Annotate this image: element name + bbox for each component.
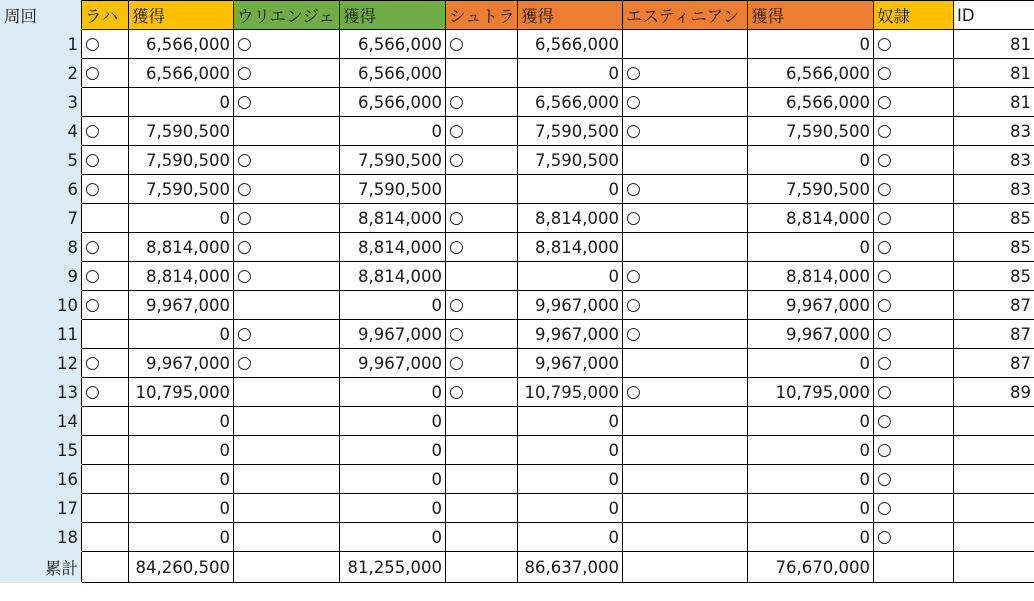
table-row: [1, 59, 1034, 88]
row-number-cell[interactable]: 10: [1, 291, 82, 320]
circle-mark-icon: ○: [85, 237, 100, 257]
urianger-mark-cell[interactable]: [234, 146, 340, 175]
estinien-mark-cell[interactable]: [623, 494, 748, 523]
id-cell[interactable]: 87: [954, 320, 1034, 349]
shtola-gain-cell[interactable]: 0: [518, 523, 623, 552]
row-number-cell[interactable]: 15: [1, 436, 82, 465]
shtola-gain-cell[interactable]: 8,814,000: [518, 204, 623, 233]
id-cell[interactable]: 85: [954, 262, 1034, 291]
estinien-mark-cell[interactable]: [623, 407, 748, 436]
circle-mark-icon: ○: [237, 179, 252, 199]
raha-mark-cell[interactable]: [82, 407, 129, 436]
circle-mark-icon: ○: [626, 63, 641, 83]
estinien-gain-cell[interactable]: 6,566,000: [748, 59, 874, 88]
urianger-gain-cell[interactable]: 9,967,000: [340, 320, 446, 349]
urianger-gain-cell[interactable]: 0: [340, 465, 446, 494]
urianger-gain-cell[interactable]: 0: [340, 436, 446, 465]
raha-mark-cell[interactable]: [82, 117, 129, 146]
row-number-cell[interactable]: 6: [1, 175, 82, 204]
circle-mark-icon: ○: [877, 295, 892, 315]
urianger-mark-cell[interactable]: [234, 523, 340, 552]
row-number-cell[interactable]: 3: [1, 88, 82, 117]
circle-mark-icon: ○: [85, 34, 100, 54]
slave-mark-cell[interactable]: [874, 320, 954, 349]
id-cell[interactable]: 83: [954, 175, 1034, 204]
header-cell-urianger[interactable]: ウリエンジェ: [234, 1, 340, 30]
header-cell-urianger-gain[interactable]: 獲得: [340, 1, 446, 30]
total-empty-cell[interactable]: [446, 552, 518, 583]
circle-mark-icon: ○: [237, 150, 252, 170]
estinien-mark-cell[interactable]: [623, 291, 748, 320]
slave-mark-cell[interactable]: [874, 262, 954, 291]
circle-mark-icon: ○: [237, 34, 252, 54]
shtola-mark-cell[interactable]: [446, 291, 518, 320]
raha-mark-cell[interactable]: [82, 262, 129, 291]
urianger-mark-cell[interactable]: [234, 30, 340, 59]
circle-mark-icon: ○: [877, 150, 892, 170]
raha-gain-cell[interactable]: 7,590,500: [129, 117, 234, 146]
circle-mark-icon: ○: [449, 237, 464, 257]
table-row: [1, 233, 1034, 262]
circle-mark-icon: ○: [237, 92, 252, 112]
urianger-mark-cell[interactable]: [234, 349, 340, 378]
id-cell[interactable]: 87: [954, 349, 1034, 378]
shtola-mark-cell[interactable]: [446, 117, 518, 146]
circle-mark-icon: ○: [85, 179, 100, 199]
circle-mark-icon: ○: [877, 498, 892, 518]
estinien-mark-cell[interactable]: [623, 175, 748, 204]
urianger-gain-cell[interactable]: 9,967,000: [340, 349, 446, 378]
urianger-gain-cell[interactable]: 7,590,500: [340, 175, 446, 204]
circle-mark-icon: ○: [877, 324, 892, 344]
slave-mark-cell[interactable]: [874, 291, 954, 320]
circle-mark-icon: ○: [85, 382, 100, 402]
circle-mark-icon: ○: [877, 440, 892, 460]
slave-mark-cell[interactable]: [874, 378, 954, 407]
shtola-mark-cell[interactable]: [446, 88, 518, 117]
total-empty-cell[interactable]: [234, 552, 340, 583]
estinien-mark-cell[interactable]: [623, 262, 748, 291]
circle-mark-icon: ○: [85, 295, 100, 315]
row-number-cell[interactable]: 14: [1, 407, 82, 436]
circle-mark-icon: ○: [877, 527, 892, 547]
urianger-gain-cell[interactable]: 0: [340, 117, 446, 146]
row-number-cell[interactable]: 12: [1, 349, 82, 378]
header-cell-raha[interactable]: ラハ: [82, 1, 129, 30]
circle-mark-icon: ○: [877, 34, 892, 54]
slave-mark-cell[interactable]: [874, 494, 954, 523]
estinien-mark-cell[interactable]: [623, 523, 748, 552]
id-cell[interactable]: 83: [954, 146, 1034, 175]
urianger-gain-cell[interactable]: 8,814,000: [340, 262, 446, 291]
circle-mark-icon: ○: [626, 324, 641, 344]
circle-mark-icon: ○: [237, 324, 252, 344]
table-row: [1, 262, 1034, 291]
raha-mark-cell[interactable]: [82, 291, 129, 320]
raha-mark-cell[interactable]: [82, 523, 129, 552]
raha-gain-cell[interactable]: 7,590,500: [129, 146, 234, 175]
estinien-gain-cell[interactable]: 0: [748, 349, 874, 378]
total-estinien-cell[interactable]: 76,670,000: [748, 552, 874, 583]
total-shtola-cell[interactable]: 86,637,000: [518, 552, 623, 583]
raha-gain-cell[interactable]: 8,814,000: [129, 233, 234, 262]
urianger-mark-cell[interactable]: [234, 320, 340, 349]
table-row: [1, 30, 1034, 59]
row-number-cell[interactable]: 8: [1, 233, 82, 262]
urianger-gain-cell[interactable]: 6,566,000: [340, 59, 446, 88]
estinien-gain-cell[interactable]: 7,590,500: [748, 117, 874, 146]
id-cell[interactable]: 85: [954, 233, 1034, 262]
urianger-mark-cell[interactable]: [234, 233, 340, 262]
estinien-gain-cell[interactable]: 10,795,000: [748, 378, 874, 407]
row-number-cell[interactable]: 9: [1, 262, 82, 291]
shtola-mark-cell[interactable]: [446, 523, 518, 552]
circle-mark-icon: ○: [877, 411, 892, 431]
circle-mark-icon: ○: [449, 295, 464, 315]
urianger-mark-cell[interactable]: [234, 436, 340, 465]
slave-mark-cell[interactable]: [874, 523, 954, 552]
estinien-gain-cell[interactable]: 0: [748, 146, 874, 175]
total-empty-cell[interactable]: [874, 552, 954, 583]
circle-mark-icon: ○: [449, 150, 464, 170]
estinien-mark-cell[interactable]: [623, 465, 748, 494]
table-row: [1, 436, 1034, 465]
row-number-cell[interactable]: 1: [1, 30, 82, 59]
raha-gain-cell[interactable]: 6,566,000: [129, 30, 234, 59]
estinien-mark-cell[interactable]: [623, 59, 748, 88]
id-cell[interactable]: 81: [954, 88, 1034, 117]
id-cell[interactable]: [954, 465, 1034, 494]
circle-mark-icon: ○: [449, 382, 464, 402]
raha-mark-cell[interactable]: [82, 59, 129, 88]
circle-mark-icon: ○: [877, 63, 892, 83]
shtola-mark-cell[interactable]: [446, 378, 518, 407]
raha-gain-cell[interactable]: 0: [129, 407, 234, 436]
row-number-cell[interactable]: 18: [1, 523, 82, 552]
estinien-mark-cell[interactable]: [623, 233, 748, 262]
shtola-gain-cell[interactable]: 6,566,000: [518, 88, 623, 117]
shtola-mark-cell[interactable]: [446, 320, 518, 349]
circle-mark-icon: ○: [449, 92, 464, 112]
circle-mark-icon: ○: [626, 266, 641, 286]
estinien-gain-cell[interactable]: 0: [748, 30, 874, 59]
circle-mark-icon: ○: [877, 92, 892, 112]
shtola-gain-cell[interactable]: 0: [518, 436, 623, 465]
estinien-gain-cell[interactable]: 9,967,000: [748, 291, 874, 320]
shtola-gain-cell[interactable]: 9,967,000: [518, 320, 623, 349]
urianger-mark-cell[interactable]: [234, 175, 340, 204]
circle-mark-icon: ○: [85, 63, 100, 83]
raha-mark-cell[interactable]: [82, 204, 129, 233]
shtola-mark-cell[interactable]: [446, 436, 518, 465]
raha-gain-cell[interactable]: 9,967,000: [129, 291, 234, 320]
circle-mark-icon: ○: [626, 121, 641, 141]
total-raha-cell[interactable]: 84,260,500: [129, 552, 234, 583]
header-cell-slave[interactable]: 奴隷: [874, 1, 954, 30]
slave-mark-cell[interactable]: [874, 117, 954, 146]
circle-mark-icon: ○: [626, 179, 641, 199]
raha-gain-cell[interactable]: 7,590,500: [129, 175, 234, 204]
urianger-mark-cell[interactable]: [234, 378, 340, 407]
circle-mark-icon: ○: [877, 179, 892, 199]
shtola-gain-cell[interactable]: 7,590,500: [518, 117, 623, 146]
urianger-gain-cell[interactable]: 7,590,500: [340, 146, 446, 175]
raha-mark-cell[interactable]: [82, 378, 129, 407]
raha-mark-cell[interactable]: [82, 494, 129, 523]
raha-mark-cell[interactable]: [82, 175, 129, 204]
urianger-gain-cell[interactable]: 6,566,000: [340, 88, 446, 117]
estinien-gain-cell[interactable]: 0: [748, 436, 874, 465]
header-cell-id[interactable]: ID: [954, 1, 1034, 30]
header-cell-estinien-gain[interactable]: 獲得: [748, 1, 874, 30]
shtola-gain-cell[interactable]: 8,814,000: [518, 233, 623, 262]
circle-mark-icon: ○: [85, 121, 100, 141]
estinien-mark-cell[interactable]: [623, 88, 748, 117]
shtola-gain-cell[interactable]: 0: [518, 407, 623, 436]
id-cell[interactable]: [954, 494, 1034, 523]
urianger-gain-cell[interactable]: 0: [340, 494, 446, 523]
circle-mark-icon: ○: [449, 121, 464, 141]
urianger-mark-cell[interactable]: [234, 465, 340, 494]
shtola-gain-cell[interactable]: 9,967,000: [518, 291, 623, 320]
circle-mark-icon: ○: [449, 208, 464, 228]
urianger-gain-cell[interactable]: 6,566,000: [340, 30, 446, 59]
raha-mark-cell[interactable]: [82, 465, 129, 494]
shtola-mark-cell[interactable]: [446, 204, 518, 233]
circle-mark-icon: ○: [877, 382, 892, 402]
urianger-gain-cell[interactable]: 0: [340, 291, 446, 320]
circle-mark-icon: ○: [85, 266, 100, 286]
raha-mark-cell[interactable]: [82, 436, 129, 465]
row-number-cell[interactable]: 2: [1, 59, 82, 88]
header-cell-raha-gain[interactable]: 獲得: [129, 1, 234, 30]
id-cell[interactable]: [954, 523, 1034, 552]
estinien-mark-cell[interactable]: [623, 204, 748, 233]
table-row: [1, 146, 1034, 175]
slave-mark-cell[interactable]: [874, 233, 954, 262]
slave-mark-cell[interactable]: [874, 146, 954, 175]
shtola-mark-cell[interactable]: [446, 175, 518, 204]
circle-mark-icon: ○: [237, 266, 252, 286]
shtola-gain-cell[interactable]: 6,566,000: [518, 30, 623, 59]
shtola-mark-cell[interactable]: [446, 407, 518, 436]
circle-mark-icon: ○: [449, 34, 464, 54]
shtola-gain-cell[interactable]: 0: [518, 494, 623, 523]
slave-mark-cell[interactable]: [874, 175, 954, 204]
estinien-gain-cell[interactable]: 0: [748, 494, 874, 523]
urianger-mark-cell[interactable]: [234, 291, 340, 320]
shtola-mark-cell[interactable]: [446, 146, 518, 175]
circle-mark-icon: ○: [85, 150, 100, 170]
circle-mark-icon: ○: [877, 469, 892, 489]
header-cell-shtola[interactable]: シュトラ: [446, 1, 518, 30]
raha-gain-cell[interactable]: 0: [129, 494, 234, 523]
raha-gain-cell[interactable]: 0: [129, 523, 234, 552]
slave-mark-cell[interactable]: [874, 30, 954, 59]
urianger-gain-cell[interactable]: 8,814,000: [340, 233, 446, 262]
shtola-mark-cell[interactable]: [446, 233, 518, 262]
id-cell[interactable]: 87: [954, 291, 1034, 320]
circle-mark-icon: ○: [626, 92, 641, 112]
shtola-gain-cell[interactable]: 0: [518, 465, 623, 494]
row-number-cell[interactable]: 4: [1, 117, 82, 146]
slave-mark-cell[interactable]: [874, 436, 954, 465]
urianger-gain-cell[interactable]: 0: [340, 523, 446, 552]
circle-mark-icon: ○: [877, 266, 892, 286]
raha-gain-cell[interactable]: 0: [129, 320, 234, 349]
circle-mark-icon: ○: [237, 63, 252, 83]
urianger-mark-cell[interactable]: [234, 204, 340, 233]
raha-gain-cell[interactable]: 6,566,000: [129, 59, 234, 88]
shtola-mark-cell[interactable]: [446, 262, 518, 291]
shtola-mark-cell[interactable]: [446, 494, 518, 523]
id-cell[interactable]: [954, 436, 1034, 465]
estinien-gain-cell[interactable]: 9,967,000: [748, 320, 874, 349]
table-row: [1, 407, 1034, 436]
id-cell[interactable]: 81: [954, 59, 1034, 88]
estinien-gain-cell[interactable]: 6,566,000: [748, 88, 874, 117]
estinien-mark-cell[interactable]: [623, 378, 748, 407]
table-body: [1, 30, 1034, 552]
row-number-cell[interactable]: 5: [1, 146, 82, 175]
estinien-mark-cell[interactable]: [623, 349, 748, 378]
raha-gain-cell[interactable]: 9,967,000: [129, 349, 234, 378]
table-row: [1, 465, 1034, 494]
slave-mark-cell[interactable]: [874, 59, 954, 88]
urianger-mark-cell[interactable]: [234, 59, 340, 88]
row-number-cell[interactable]: 13: [1, 378, 82, 407]
id-cell[interactable]: [954, 407, 1034, 436]
circle-mark-icon: ○: [877, 208, 892, 228]
shtola-mark-cell[interactable]: [446, 30, 518, 59]
estinien-mark-cell[interactable]: [623, 30, 748, 59]
total-row: [1, 552, 1034, 583]
estinien-gain-cell[interactable]: 0: [748, 233, 874, 262]
estinien-gain-cell[interactable]: 0: [748, 407, 874, 436]
raha-mark-cell[interactable]: [82, 320, 129, 349]
table-row: [1, 320, 1034, 349]
table-row: [1, 494, 1034, 523]
urianger-gain-cell[interactable]: 8,814,000: [340, 204, 446, 233]
table-row: [1, 523, 1034, 552]
shtola-gain-cell[interactable]: 0: [518, 262, 623, 291]
urianger-gain-cell[interactable]: 0: [340, 378, 446, 407]
estinien-mark-cell[interactable]: [623, 320, 748, 349]
slave-mark-cell[interactable]: [874, 204, 954, 233]
circle-mark-icon: ○: [449, 353, 464, 373]
row-number-cell[interactable]: 16: [1, 465, 82, 494]
estinien-mark-cell[interactable]: [623, 117, 748, 146]
urianger-mark-cell[interactable]: [234, 494, 340, 523]
circle-mark-icon: ○: [626, 295, 641, 315]
urianger-gain-cell[interactable]: 0: [340, 407, 446, 436]
total-empty-cell[interactable]: [623, 552, 748, 583]
circle-mark-icon: ○: [626, 382, 641, 402]
header-cell-estinien[interactable]: エスティニアン: [623, 1, 748, 30]
table-row: [1, 349, 1034, 378]
total-urianger-cell[interactable]: 81,255,000: [340, 552, 446, 583]
row-number-cell[interactable]: 7: [1, 204, 82, 233]
circle-mark-icon: ○: [449, 324, 464, 344]
shtola-mark-cell[interactable]: [446, 59, 518, 88]
id-cell[interactable]: 81: [954, 30, 1034, 59]
header-row: [1, 1, 1034, 30]
table-row: [1, 204, 1034, 233]
raha-mark-cell[interactable]: [82, 30, 129, 59]
estinien-gain-cell[interactable]: 8,814,000: [748, 262, 874, 291]
table-row: [1, 175, 1034, 204]
urianger-mark-cell[interactable]: [234, 88, 340, 117]
raha-gain-cell[interactable]: 0: [129, 465, 234, 494]
raha-gain-cell[interactable]: 0: [129, 436, 234, 465]
slave-mark-cell[interactable]: [874, 407, 954, 436]
total-empty-cell[interactable]: [954, 552, 1034, 583]
total-empty-cell[interactable]: [82, 552, 129, 583]
estinien-mark-cell[interactable]: [623, 146, 748, 175]
raha-mark-cell[interactable]: [82, 349, 129, 378]
header-cell-shtola-gain[interactable]: 獲得: [518, 1, 623, 30]
circle-mark-icon: ○: [877, 353, 892, 373]
shtola-gain-cell[interactable]: 7,590,500: [518, 146, 623, 175]
table-row: [1, 117, 1034, 146]
circle-mark-icon: ○: [85, 353, 100, 373]
circle-mark-icon: ○: [237, 237, 252, 257]
urianger-mark-cell[interactable]: [234, 117, 340, 146]
urianger-mark-cell[interactable]: [234, 262, 340, 291]
raha-gain-cell[interactable]: 8,814,000: [129, 262, 234, 291]
estinien-gain-cell[interactable]: 0: [748, 465, 874, 494]
circle-mark-icon: ○: [237, 208, 252, 228]
raha-gain-cell[interactable]: 10,795,000: [129, 378, 234, 407]
row-number-cell[interactable]: 17: [1, 494, 82, 523]
shtola-gain-cell[interactable]: 0: [518, 175, 623, 204]
slave-mark-cell[interactable]: [874, 88, 954, 117]
raha-mark-cell[interactable]: [82, 233, 129, 262]
id-cell[interactable]: 89: [954, 378, 1034, 407]
estinien-gain-cell[interactable]: 8,814,000: [748, 204, 874, 233]
circle-mark-icon: ○: [237, 353, 252, 373]
id-cell[interactable]: 85: [954, 204, 1034, 233]
circle-mark-icon: ○: [626, 208, 641, 228]
raha-gain-cell[interactable]: 0: [129, 88, 234, 117]
shtola-gain-cell[interactable]: 0: [518, 59, 623, 88]
slave-mark-cell[interactable]: [874, 349, 954, 378]
total-label-cell[interactable]: 累計: [1, 552, 82, 583]
id-cell[interactable]: 83: [954, 117, 1034, 146]
raha-mark-cell[interactable]: [82, 146, 129, 175]
circle-mark-icon: ○: [877, 121, 892, 141]
slave-mark-cell[interactable]: [874, 465, 954, 494]
estinien-mark-cell[interactable]: [623, 436, 748, 465]
header-cell-round[interactable]: 周回: [1, 1, 82, 30]
table-row: [1, 378, 1034, 407]
shtola-mark-cell[interactable]: [446, 349, 518, 378]
shtola-gain-cell[interactable]: 10,795,000: [518, 378, 623, 407]
table-row: [1, 88, 1034, 117]
shtola-gain-cell[interactable]: 9,967,000: [518, 349, 623, 378]
estinien-gain-cell[interactable]: 7,590,500: [748, 175, 874, 204]
urianger-mark-cell[interactable]: [234, 407, 340, 436]
raha-mark-cell[interactable]: [82, 88, 129, 117]
estinien-gain-cell[interactable]: 0: [748, 523, 874, 552]
row-number-cell[interactable]: 11: [1, 320, 82, 349]
raha-gain-cell[interactable]: 0: [129, 204, 234, 233]
shtola-mark-cell[interactable]: [446, 465, 518, 494]
table-row: [1, 291, 1034, 320]
circle-mark-icon: ○: [877, 237, 892, 257]
